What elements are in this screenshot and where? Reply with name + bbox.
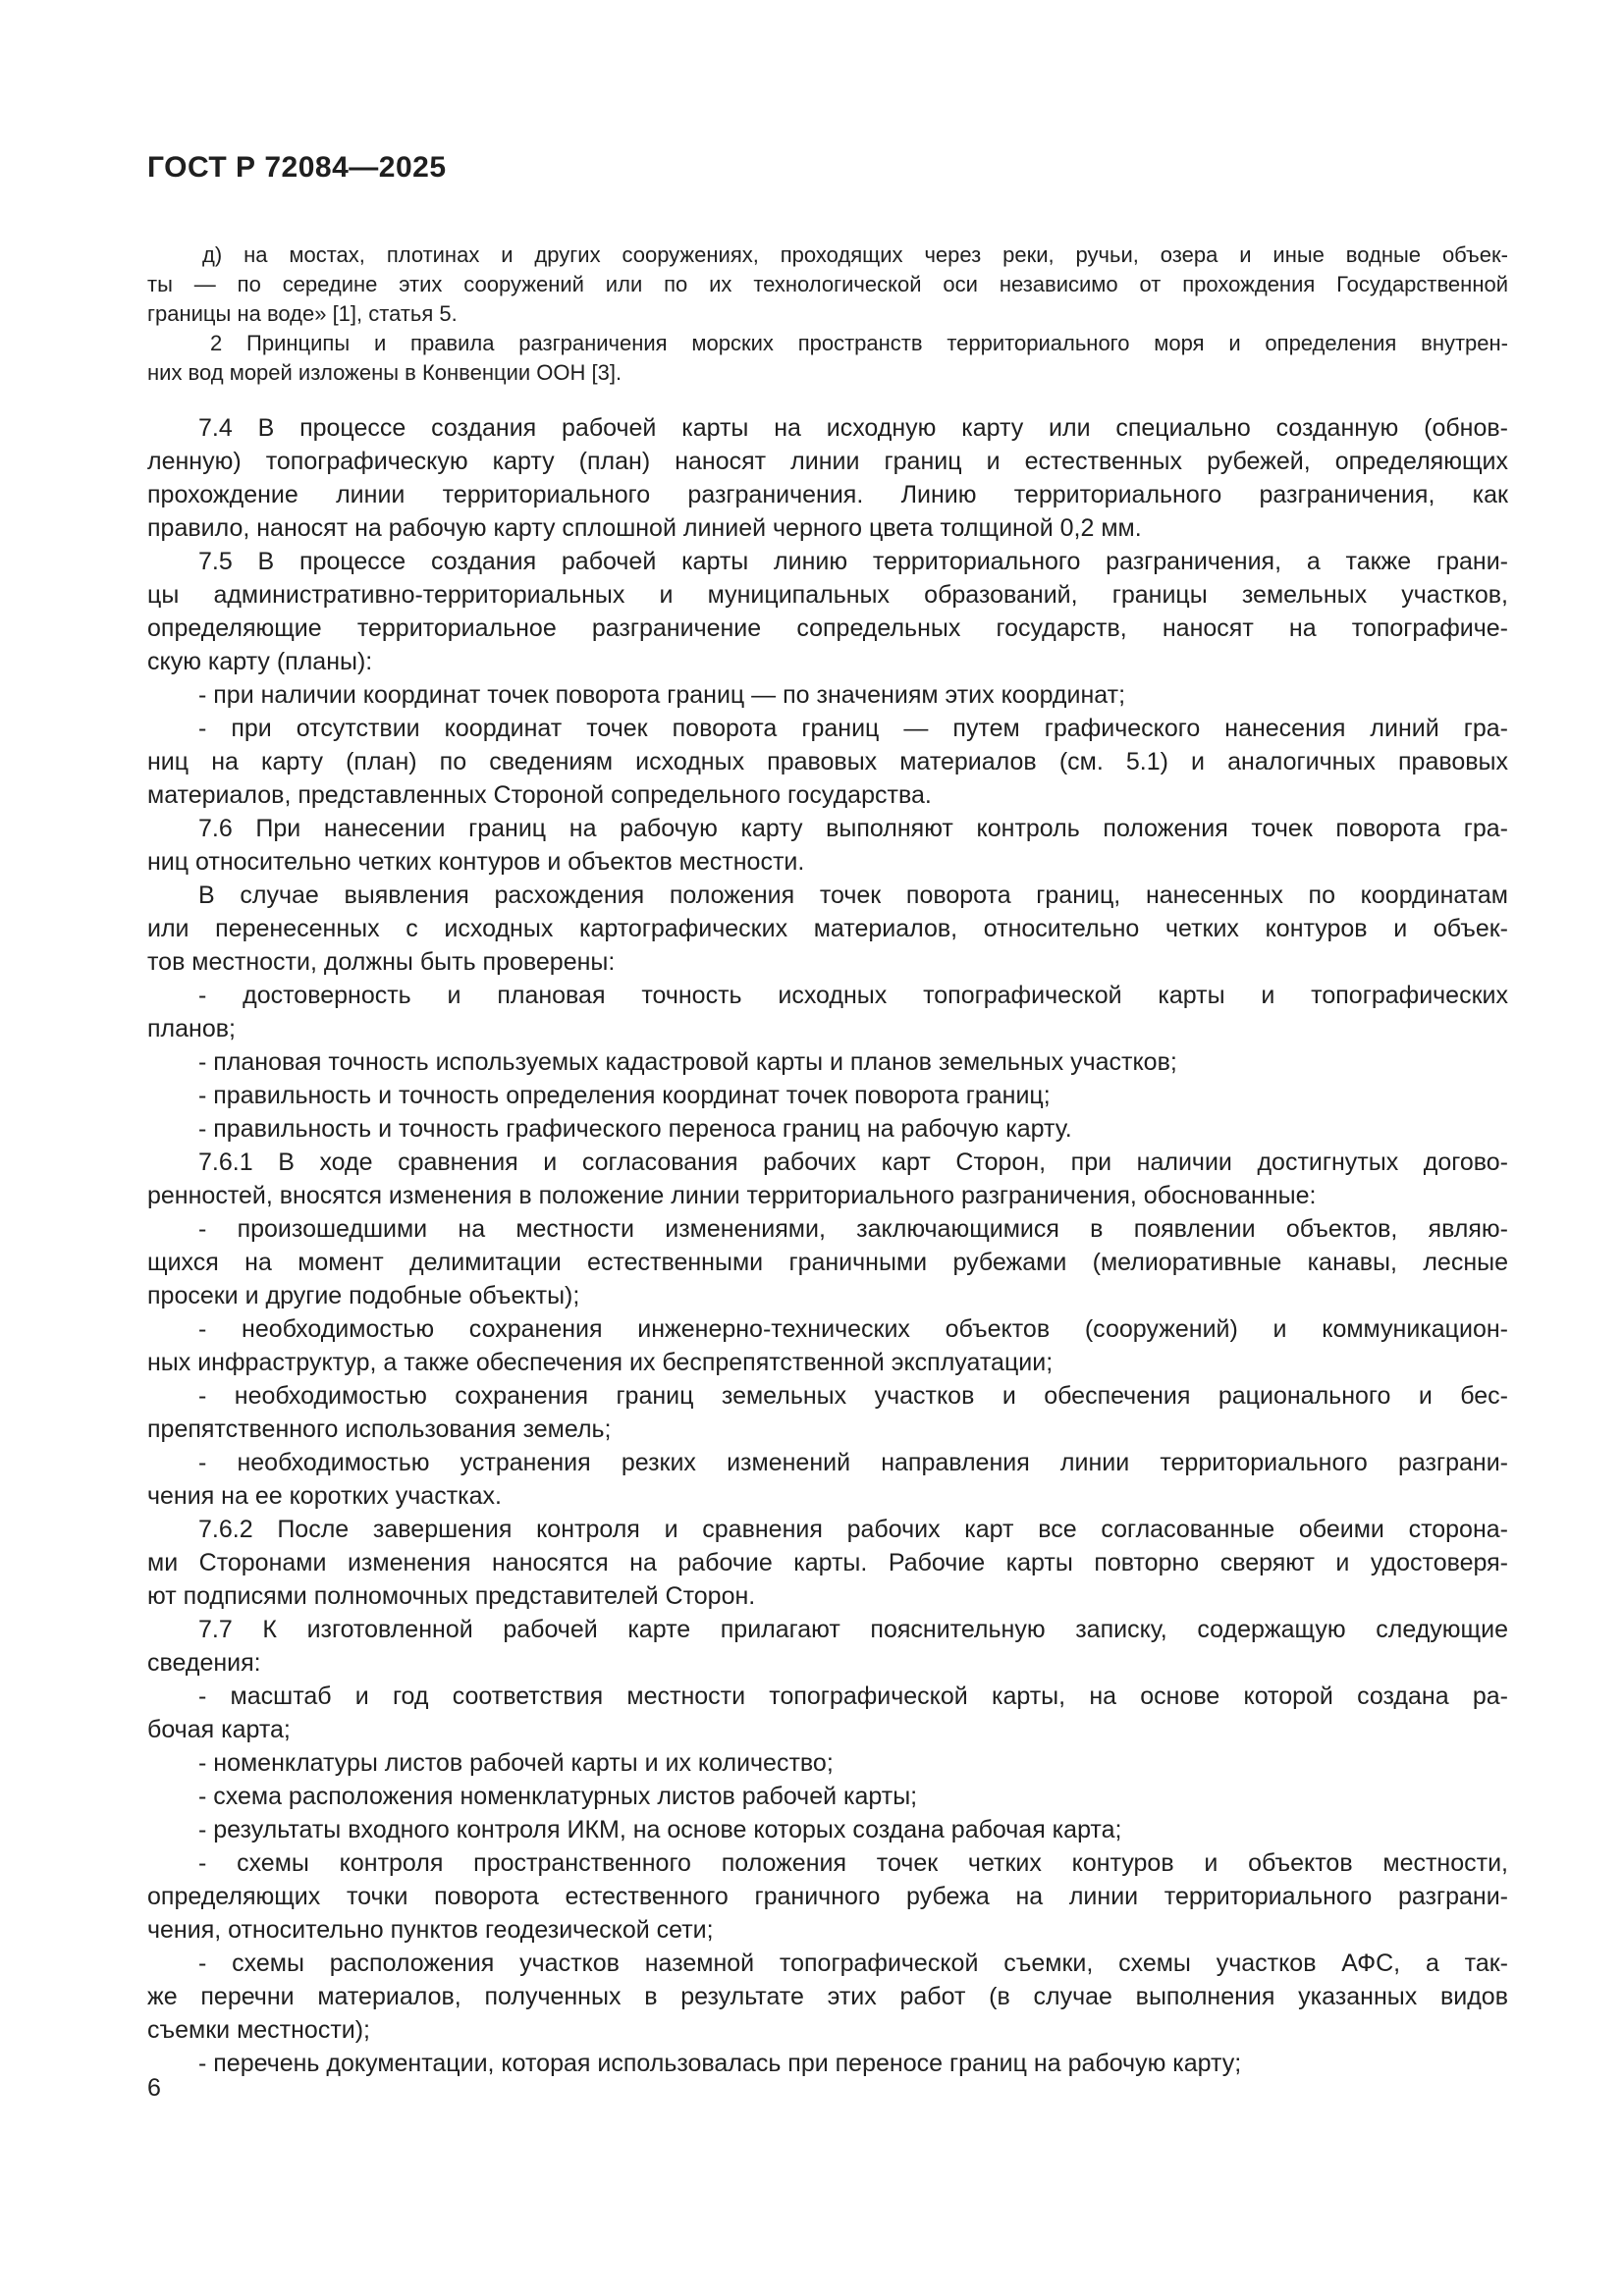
text-line: - достоверность и плановая точность исходных топографической карты и топографических [198, 982, 1508, 1009]
text-line: - номенклатуры листов рабочей карты и их количество; [198, 1749, 834, 1777]
text-line: 7.4 В процессе создания рабочей карты на исходную карту или специально созданную (обнов- [198, 414, 1508, 442]
text-line: ренностей, вносятся изменения в положение линии территориального разграничения, обоснованные: [147, 1182, 1317, 1209]
text-line: - необходимостью сохранения границ земельных участков и обеспечения рационального и бес- [198, 1382, 1508, 1410]
text-line: ниц на карту (план) по сведениям исходных правовых материалов (см. 5.1) и аналогичных правовых [147, 748, 1508, 775]
text-line: - произошедшими на местности изменениями, заключающимися в появлении объектов, являю- [198, 1215, 1508, 1243]
text-line: - правильность и точность определения координат точек поворота границ; [198, 1082, 1051, 1109]
text-line: д) на мостах, плотинах и других сооружениях, проходящих через реки, ручьи, озера и иные водные объек- [202, 242, 1508, 267]
text-line: просеки и другие подобные объекты); [147, 1282, 580, 1309]
text-line: цы административно-территориальных и муниципальных образований, границы земельных участков, [147, 581, 1508, 609]
text-column [147, 149, 1508, 2080]
text-line: прохождение линии территориального разграничения. Линию территориального разграничения, как [147, 481, 1508, 508]
text-line: бочая карта; [147, 1716, 291, 1743]
body-text-block [147, 411, 1508, 2080]
text-line: планов; [147, 1015, 236, 1042]
text-line: тов местности, должны быть проверены: [147, 948, 616, 976]
text-line: чения, относительно пунктов геодезической сети; [147, 1916, 714, 1944]
text-line: сведения: [147, 1649, 261, 1677]
text-line: В случае выявления расхождения положения точек поворота границ, нанесенных по координатам [198, 881, 1508, 909]
standard-code-header: ГОСТ Р 72084—2025 [147, 151, 447, 184]
text-line: материалов, представленных Стороной сопредельного государства. [147, 781, 932, 809]
text-line: - результаты входного контроля ИКМ, на основе которых создана рабочая карта; [198, 1816, 1122, 1843]
text-line: определяющих точки поворота естественного граничного рубежа на линии территориального разграни- [147, 1883, 1508, 1910]
text-line: 7.5 В процессе создания рабочей карты линию территориального разграничения, а также грани- [198, 548, 1508, 575]
text-line: 7.6.1 В ходе сравнения и согласования рабочих карт Сторон, при наличии достигнутых догово- [198, 1148, 1508, 1176]
text-line: 2 Принципы и правила разграничения морских пространств территориального моря и определения внутрен- [210, 331, 1508, 355]
text-line: - масштаб и год соответствия местности топографической карты, на основе которой создана ра- [198, 1682, 1508, 1710]
text-line: - при наличии координат точек поворота границ — по значениям этих координат; [198, 681, 1126, 709]
text-line: границы на воде» [1], статья 5. [147, 301, 458, 326]
text-line: же перечни материалов, полученных в результате этих работ (в случае выполнения указанных видов [147, 1983, 1508, 2010]
text-line: препятственного использования земель; [147, 1415, 612, 1443]
text-line: 7.6 При нанесении границ на рабочую карту выполняют контроль положения точек поворота гра- [198, 815, 1508, 842]
text-line: правило, наносят на рабочую карту сплошной линией черного цвета толщиной 0,2 мм. [147, 514, 1142, 542]
text-line: ми Сторонами изменения наносятся на рабочие карты. Рабочие карты повторно сверяют и удостоверя- [147, 1549, 1508, 1576]
text-line: ных инфраструктур, а также обеспечения их беспрепятственной эксплуатации; [147, 1349, 1054, 1376]
text-line: 7.7 К изготовленной рабочей карте прилагают пояснительную записку, содержащую следующие [198, 1616, 1508, 1643]
text-line: - схемы расположения участков наземной топографической съемки, схемы участков АФС, а так- [198, 1949, 1508, 1977]
text-line: съемки местности); [147, 2016, 371, 2044]
text-line: щихся на момент делимитации естественными граничными рубежами (мелиоративные канавы, лесные [147, 1249, 1508, 1276]
text-line: них вод морей изложены в Конвенции ООН [3]. [147, 360, 623, 385]
text-line: чения на ее коротких участках. [147, 1482, 502, 1510]
text-line: - плановая точность используемых кадастровой карты и планов земельных участков; [198, 1048, 1177, 1076]
text-line: - схемы контроля пространственного положения точек четких контуров и объектов местности, [198, 1849, 1508, 1877]
page-number: 6 [147, 2074, 161, 2102]
text-line: - при отсутствии координат точек поворота границ — путем графического нанесения линий гра- [198, 715, 1508, 742]
text-line: - перечень документации, которая использовалась при переносе границ на рабочую карту; [198, 2050, 1242, 2077]
text-line: или перенесенных с исходных картографических материалов, относительно четких контуров и объек- [147, 915, 1508, 942]
text-line: ты — по середине этих сооружений или по их технологической оси независимо от прохождения Государственной [147, 272, 1508, 296]
text-line: - схема расположения номенклатурных листов рабочей карты; [198, 1783, 918, 1810]
text-line: 7.6.2 После завершения контроля и сравнения рабочих карт все согласованные обеими сторона- [198, 1516, 1508, 1543]
text-line: - правильность и точность графического переноса границ на рабочую карту. [198, 1115, 1072, 1143]
text-line: скую карту (планы): [147, 648, 373, 675]
text-line: ют подписями полномочных представителей Сторон. [147, 1582, 756, 1610]
text-line: - необходимостью устранения резких изменений направления линии территориального разграни- [198, 1449, 1508, 1476]
text-line: - необходимостью сохранения инженерно-технических объектов (сооружений) и коммуникацион- [198, 1315, 1508, 1343]
text-line: ленную) топографическую карту (план) наносят линии границ и естественных рубежей, определяющих [147, 448, 1508, 475]
text-line: ниц относительно четких контуров и объектов местности. [147, 848, 805, 876]
note-block [147, 240, 1508, 388]
text-line: определяющие территориальное разграничение сопредельных государств, наносят на топографиче- [147, 614, 1508, 642]
